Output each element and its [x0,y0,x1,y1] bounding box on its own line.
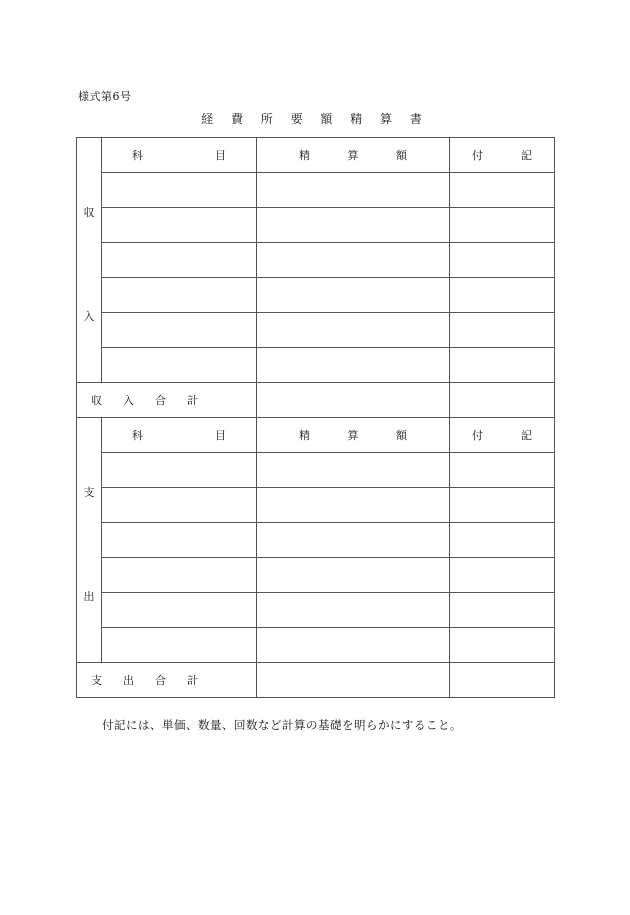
income-item-cell[interactable] [102,313,257,348]
header-amount-char: 精 [299,149,310,162]
income-total-label [77,383,257,418]
expense-header-remarks [450,418,555,453]
income-side-label [77,138,102,383]
expense-side-char-1: 支 [83,486,95,499]
total-label-char: 収 [91,394,102,407]
expense-amount-cell[interactable] [257,593,450,628]
income-row [77,243,555,278]
document-title: 経 費 所 要 額 精 算 書 [201,112,429,126]
expense-side-label [77,418,102,663]
header-amount-char: 精 [299,429,310,442]
header-remarks-char: 記 [521,149,532,162]
expense-row [77,523,555,558]
income-item-cell[interactable] [102,173,257,208]
income-side-char-2: 入 [83,310,95,323]
income-total-row [77,383,555,418]
expense-remarks-cell[interactable] [450,453,555,488]
header-amount-char: 算 [347,429,359,442]
income-amount-cell[interactable] [257,173,450,208]
total-label-char: 計 [187,394,198,407]
header-remarks-char: 付 [472,429,483,442]
expense-total-amount[interactable] [257,663,450,698]
expense-remarks-cell[interactable] [450,488,555,523]
total-label-char: 合 [155,674,166,687]
income-amount-cell[interactable] [257,278,450,313]
expense-remarks-cell[interactable] [450,558,555,593]
income-side-char-1: 収 [83,206,95,219]
header-item-char: 科 [132,429,143,442]
income-item-cell[interactable] [102,208,257,243]
income-amount-cell[interactable] [257,208,450,243]
expense-side-char-2: 出 [83,590,95,603]
expense-total-label [77,663,257,698]
expense-item-cell[interactable] [102,523,257,558]
expense-remarks-cell[interactable] [450,593,555,628]
form-number: 様式第6号 [78,90,132,103]
income-remarks-cell[interactable] [450,243,555,278]
expense-row [77,558,555,593]
total-label-char: 支 [91,674,102,687]
total-label-char: 合 [155,394,166,407]
footnote: 付記には、単価、数量、回数など計算の基礎を明らかにすること。 [102,718,462,732]
expense-amount-cell[interactable] [257,453,450,488]
expense-row [77,628,555,663]
expense-remarks-cell[interactable] [450,523,555,558]
expense-item-cell[interactable] [102,558,257,593]
expense-amount-cell[interactable] [257,628,450,663]
expense-item-cell[interactable] [102,628,257,663]
expense-row [77,453,555,488]
income-remarks-cell[interactable] [450,313,555,348]
expense-row [77,593,555,628]
income-total-amount[interactable] [257,383,450,418]
income-header-item [102,138,257,173]
income-item-cell[interactable] [102,243,257,278]
income-item-cell[interactable] [102,348,257,383]
expense-header-item [102,418,257,453]
header-amount-char: 算 [347,149,359,162]
income-amount-cell[interactable] [257,348,450,383]
expense-header-row [77,418,555,453]
expense-total-row [77,663,555,698]
expense-remarks-cell[interactable] [450,628,555,663]
settlement-table [76,137,555,698]
income-amount-cell[interactable] [257,313,450,348]
header-remarks-char: 記 [521,429,532,442]
income-remarks-cell[interactable] [450,173,555,208]
income-remarks-cell[interactable] [450,208,555,243]
total-label-char: 計 [187,674,198,687]
expense-header-amount [257,418,450,453]
expense-amount-cell[interactable] [257,523,450,558]
expense-amount-cell[interactable] [257,488,450,523]
expense-item-cell[interactable] [102,593,257,628]
income-row [77,173,555,208]
header-item-char: 目 [215,429,226,442]
income-header-remarks [450,138,555,173]
income-row [77,278,555,313]
income-row [77,348,555,383]
income-header-row [77,138,555,173]
header-amount-char: 額 [396,429,407,442]
header-item-char: 科 [132,149,143,162]
income-remarks-cell[interactable] [450,348,555,383]
expense-total-remarks[interactable] [450,663,555,698]
income-row [77,208,555,243]
income-remarks-cell[interactable] [450,278,555,313]
income-total-remarks[interactable] [450,383,555,418]
income-row [77,313,555,348]
expense-row [77,488,555,523]
expense-item-cell[interactable] [102,488,257,523]
total-label-char: 出 [123,674,134,687]
income-header-amount [257,138,450,173]
total-label-char: 入 [123,394,134,407]
income-item-cell[interactable] [102,278,257,313]
header-item-char: 目 [215,149,226,162]
header-amount-char: 額 [396,149,407,162]
expense-item-cell[interactable] [102,453,257,488]
header-remarks-char: 付 [472,149,483,162]
expense-amount-cell[interactable] [257,558,450,593]
income-amount-cell[interactable] [257,243,450,278]
